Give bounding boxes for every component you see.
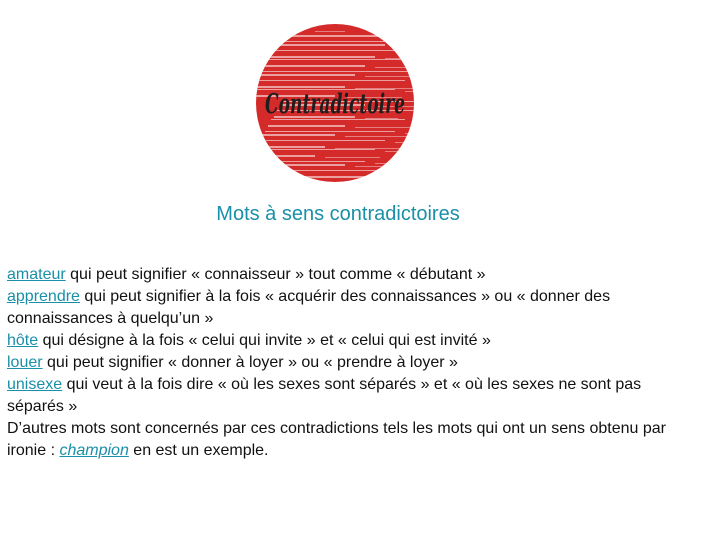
closing-text: D’autres mots sont concernés par ces contradictions tels les mots qui ont un sens obtenu par ironie : xyxy=(7,420,667,459)
word-list xyxy=(7,264,697,462)
list-item xyxy=(7,352,697,374)
word-link-louer[interactable]: louer xyxy=(7,354,43,371)
word-definition: qui peut signifier « connaisseur » tout comme « débutant » xyxy=(65,266,486,283)
word-definition: qui peut signifier à la fois « acquérir des connaissances » ou « donner des connaissances à quelqu’un » xyxy=(7,288,611,327)
page-title: Mots à sens contradictoires xyxy=(216,203,460,225)
contradictoire-logo xyxy=(255,23,415,183)
word-link-unisexe[interactable]: unisexe xyxy=(7,376,63,393)
list-item xyxy=(7,330,697,352)
closing-paragraph xyxy=(7,418,697,462)
word-link-hote[interactable]: hôte xyxy=(7,332,39,349)
word-link-champion[interactable]: champion xyxy=(59,442,129,459)
list-item xyxy=(7,374,697,418)
word-definition: qui peut signifier « donner à loyer » ou « prendre à loyer » xyxy=(42,354,458,371)
word-definition: qui veut à la fois dire « où les sexes sont séparés » et « où les sexes ne sont pas séparés » xyxy=(7,376,642,415)
logo-graphic xyxy=(255,23,415,183)
word-definition: qui désigne à la fois « celui qui invite » et « celui qui est invité » xyxy=(38,332,491,349)
logo-text: Contradictoire xyxy=(265,89,405,120)
word-link-amateur[interactable]: amateur xyxy=(7,266,66,283)
list-item xyxy=(7,264,697,286)
closing-text-end: en est un exemple. xyxy=(128,442,269,459)
list-item xyxy=(7,286,697,330)
word-link-apprendre[interactable]: apprendre xyxy=(7,288,80,305)
